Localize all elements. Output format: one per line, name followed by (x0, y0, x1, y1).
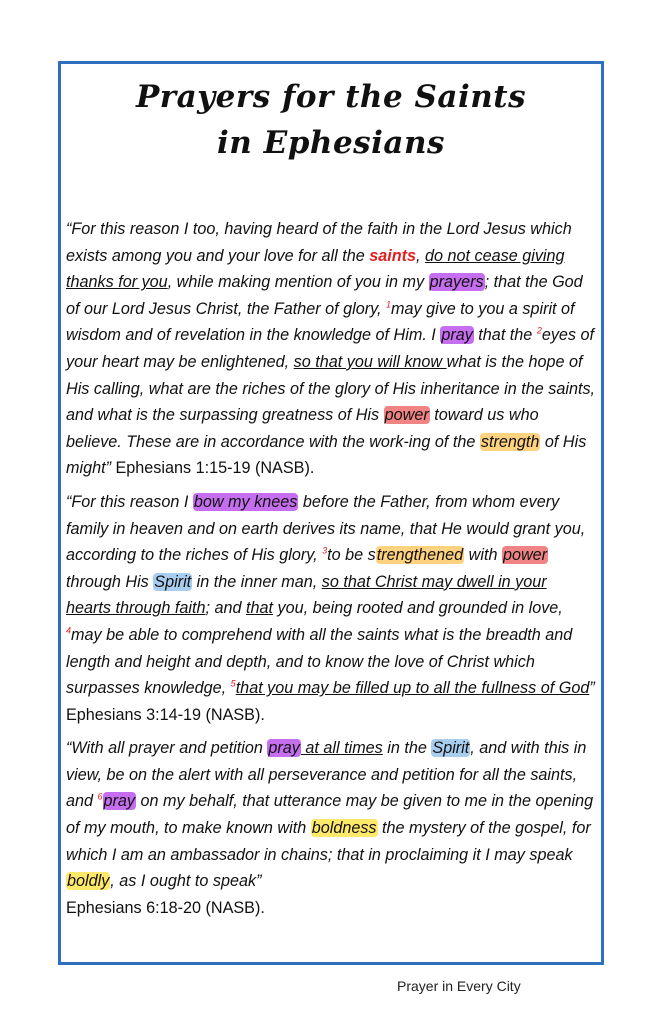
footnote-marker: 1 (386, 299, 392, 310)
passage-text: that the (473, 326, 537, 345)
passage-text: pray (103, 792, 136, 811)
passage-text: at all times (300, 739, 383, 758)
footnote-marker: 6 (97, 792, 103, 803)
scripture-passages (66, 216, 596, 928)
passage-text: may give to you a spirit of wisdom and of revelation in the knowledge of Him. I (66, 299, 575, 345)
passage-text: saints (369, 246, 417, 265)
footnote-marker: 2 (536, 325, 542, 336)
footnote-marker: 3 (322, 545, 328, 556)
passage-text: so that you will know (293, 352, 447, 371)
passage-text: ” (589, 679, 595, 698)
scripture-reference: Ephesians 6:18-20 (NASB). (66, 898, 265, 917)
passage-text: through His (66, 572, 154, 591)
passage-text: you, being rooted and grounded in love, (273, 599, 563, 618)
passage-text: bow my knees (193, 492, 298, 511)
passage-text: on my behalf, that utterance may be given to me in the opening of my mouth, to make known with (66, 792, 594, 838)
passage-text: of His might” (66, 432, 587, 478)
passage-text: prayers (429, 273, 484, 292)
passage-text: do not cease giving thanks for you (66, 246, 565, 292)
footnote-marker: 5 (230, 678, 236, 689)
passage-text: boldly (67, 872, 110, 891)
passage-text: what is the hope of His calling, what are the riches of the glory of His inheritance in the saints, and what is the surpassing greatness of His (66, 352, 596, 425)
passage-text: strength (480, 432, 540, 451)
passage-text: ; that the God of our Lord Jesus Christ, the Father of glory, (66, 273, 583, 318)
footer-credit: Prayer in Every City (397, 978, 521, 994)
passage-text: pray (441, 326, 473, 345)
passage-text: , as I ought to speak” (110, 872, 262, 891)
passage-text: so that Christ may dwell in your hearts through faith (66, 572, 547, 618)
passage-ephesians-3 (66, 489, 596, 728)
passage-text: ; and (205, 599, 246, 618)
passage-text: in the inner man, (192, 572, 322, 591)
passage-text: “For this reason I (66, 492, 193, 511)
passage-text: toward us who believe. These are in accordance with the work-ing of the (66, 406, 539, 451)
passage-text: power (384, 406, 429, 425)
passage-text: that you may be filled up to all the fullness of God (235, 679, 590, 698)
passage-text: boldness (311, 819, 377, 838)
passage-text: eyes of your heart may be enlightened, (66, 326, 595, 371)
passage-text: , (416, 246, 426, 265)
passage-text: pray (268, 739, 300, 758)
passage-text: power (502, 546, 548, 565)
passage-text: “For this reason I too, having heard of the faith in the Lord Jesus which exists among you and your love for all the (66, 220, 572, 265)
passage-text: that (246, 599, 274, 618)
passage-text: “With all prayer and petition (66, 739, 268, 758)
passage-text: may be able to comprehend with all the saints what is the breadth and length and height and depth, and to know the love of Christ which surpasses knowledge, (66, 625, 573, 698)
passage-ephesians-1 (66, 216, 596, 482)
title-line-2: in Ephesians (217, 125, 445, 161)
scripture-reference: Ephesians 1:15-19 (NASB). (115, 459, 315, 478)
passage-text: , and with this in view, be on the alert with all perseverance and petition for all the saints, and (66, 739, 587, 811)
passage-text: the mystery of the gospel, for which I am an ambassador in chains; that in proclaiming it I may speak (66, 819, 591, 864)
passage-text: Spirit (154, 572, 192, 591)
passage-text: Spirit (432, 739, 470, 758)
footnote-marker: 4 (66, 625, 72, 636)
passage-text: trengthened (376, 546, 464, 565)
page-title (58, 74, 604, 166)
scripture-reference: Ephesians 3:14-19 (NASB). (66, 705, 265, 724)
passage-text: to be s (327, 546, 376, 565)
passage-ephesians-6 (66, 735, 596, 921)
passage-text: , while making mention of you in my (167, 273, 429, 292)
passage-text: in the (382, 739, 432, 758)
passage-text: with (464, 546, 502, 565)
passage-text: before the Father, from whom every family in heaven and on earth derives its name, that He would grant you, according to the riches of His glory, (66, 492, 586, 565)
title-line-1: Prayers for the Saints (135, 79, 527, 115)
